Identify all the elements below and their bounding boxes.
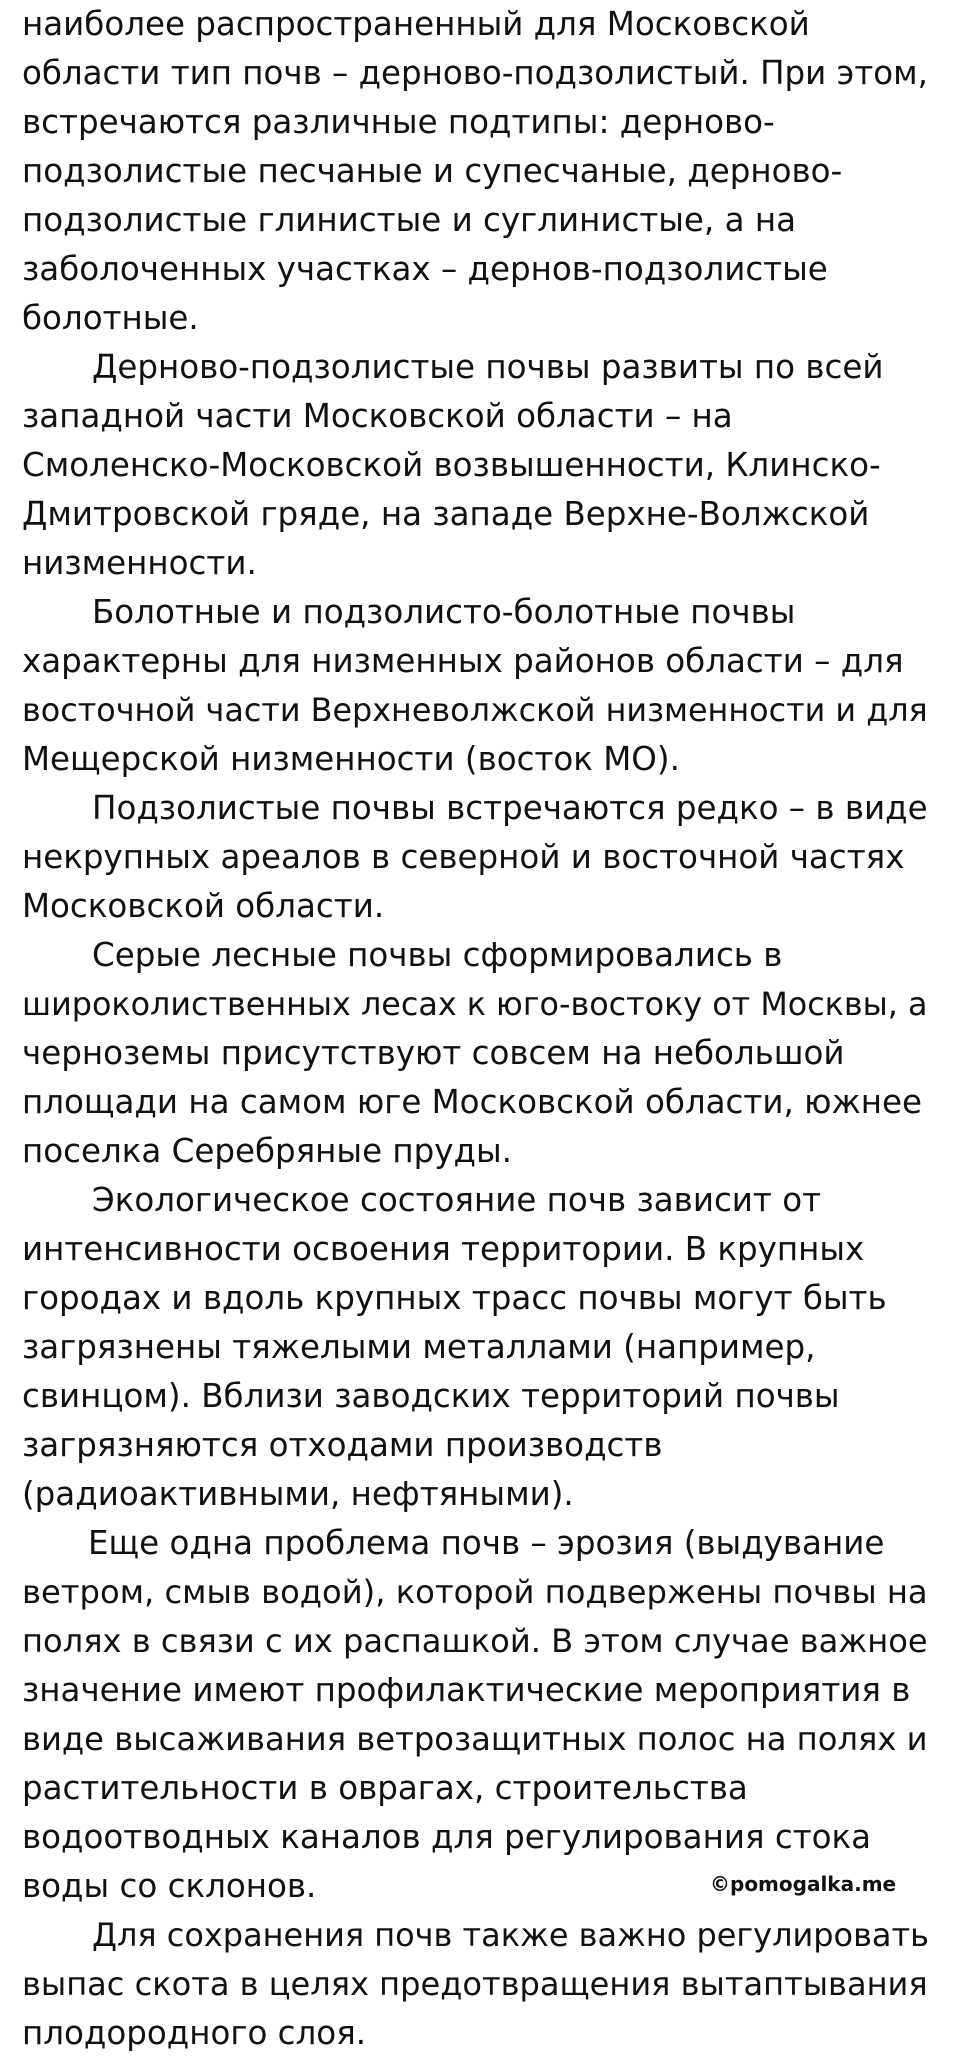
text-line: области тип почв – дерново-подзолистый. При этом, — [22, 54, 928, 92]
text-line: наиболее распространенный для Московской — [22, 5, 810, 43]
text-line: Подзолистые почвы встречаются редко – в виде — [92, 789, 928, 827]
text-line: черноземы присутствуют совсем на небольшой — [22, 1034, 845, 1072]
text-line: широколиственных лесах к юго-востоку от Москвы, а — [22, 985, 928, 1023]
text-line: Еще одна проблема почв – эрозия (выдувание — [88, 1524, 885, 1562]
paragraph-soil-types — [22, 0, 938, 343]
text-line: Дерново-подзолистые почвы развиты по всей — [92, 348, 884, 386]
text-line: некрупных ареалов в северной и восточной частях — [22, 838, 905, 876]
text-line: (радиоактивными, нефтяными). — [22, 1475, 574, 1513]
paragraph-ecology — [22, 1176, 938, 1519]
text-line: выпас скота в целях предотвращения вытаптывания — [22, 1965, 928, 2003]
text-line: Болотные и подзолисто-болотные почвы — [92, 593, 796, 631]
text-line: воды со склонов. — [22, 1867, 317, 1905]
text-line: свинцом). Вблизи заводских территорий почвы — [22, 1377, 840, 1415]
text-line: Смоленско-Московской возвышенности, Клинско- — [22, 446, 881, 484]
text-line: подзолистые глинистые и суглинистые, а на — [22, 201, 797, 239]
text-line: Серые лесные почвы сформировались в — [92, 936, 783, 974]
watermark-text: ©pomogalka.me — [710, 1872, 897, 1896]
paragraph-podzolic — [22, 784, 938, 931]
text-line: Мещерской низменности (восток МО). — [22, 740, 680, 778]
text-line: восточной части Верхневолжской низменности и для — [22, 691, 928, 729]
text-line: водоотводных каналов для регулирования стока — [22, 1818, 872, 1856]
text-line: Экологическое состояние почв зависит от — [92, 1181, 822, 1219]
text-line: интенсивности освоения территории. В крупных — [22, 1230, 865, 1268]
text-line: западной части Московской области – на — [22, 397, 733, 435]
paragraph-bog-soils — [22, 588, 938, 784]
text-line: встречаются различные подтипы: дерново- — [22, 103, 775, 141]
text-line: Дмитровской гряде, на западе Верхне-Волжской — [22, 495, 870, 533]
text-line: загрязняются отходами производств — [22, 1426, 663, 1464]
text-line: поселка Серебряные пруды. — [22, 1132, 512, 1170]
text-line: загрязнены тяжелыми металлами (например, — [22, 1328, 816, 1366]
text-line: болотные. — [22, 299, 199, 337]
text-line: ветром, смыв водой), которой подвержены почвы на — [22, 1573, 928, 1611]
text-line: подзолистые песчаные и супесчаные, дерново- — [22, 152, 843, 190]
text-line: Для сохранения почв также важно регулировать — [92, 1916, 929, 1954]
text-line: виде высаживания ветрозащитных полос на полях и — [22, 1720, 928, 1758]
text-line: полях в связи с их распашкой. В этом случае важное — [22, 1622, 928, 1660]
text-line: низменности. — [22, 544, 257, 582]
text-line: Московской области. — [22, 887, 385, 925]
text-line: растительности в оврагах, строительства — [22, 1769, 748, 1807]
text-line: городах и вдоль крупных трасс почвы могут быть — [22, 1279, 887, 1317]
paragraph-gray-forest — [22, 931, 938, 1176]
text-line: площади на самом юге Московской области, южнее — [22, 1083, 923, 1121]
paragraph-grazing — [22, 1911, 938, 2058]
text-line: характерны для низменных районов области – для — [22, 642, 904, 680]
paragraph-erosion — [22, 1519, 938, 1911]
text-line: заболоченных участках – дернов-подзолистые — [22, 250, 828, 288]
text-line: значение имеют профилактические мероприятия в — [22, 1671, 911, 1709]
text-line: плодородного слоя. — [22, 2014, 367, 2052]
paragraph-sod-podzolic — [22, 343, 938, 588]
